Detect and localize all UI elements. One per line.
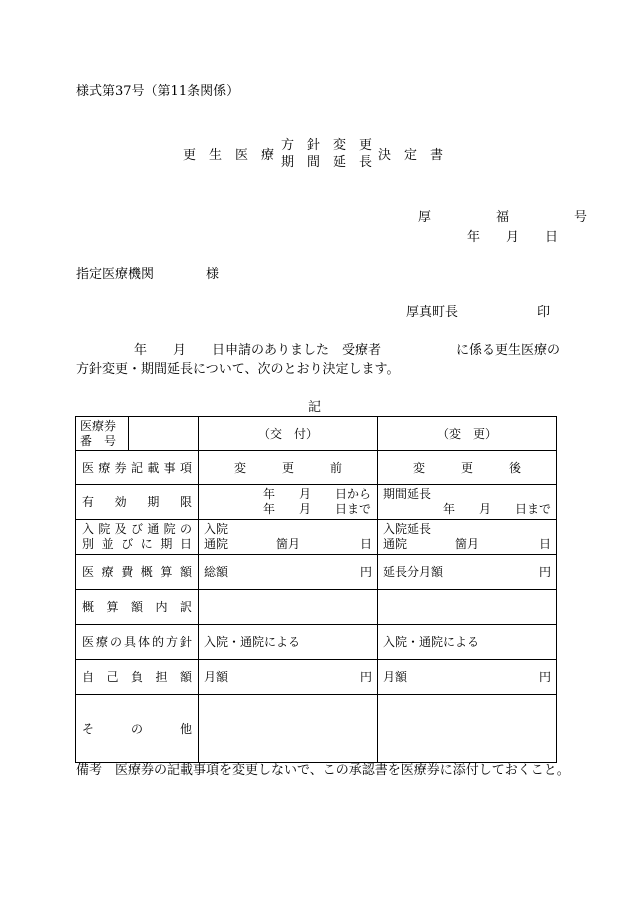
row-label-days-line-2: 別並びに期日 (82, 537, 192, 551)
days-before-months: 箇月 (275, 537, 300, 551)
row-label-policy: 医療の具体的方針 (76, 625, 199, 660)
form-number: 様式第37号（第11条関係） (76, 84, 240, 99)
addressee-institution: 指定医療機関 (76, 267, 155, 282)
table-row (76, 555, 557, 590)
ticket-number-label (76, 417, 129, 451)
before-change-header: 変 更 前 (199, 451, 378, 485)
note-remarks: 備考 医療券の記載事項を変更しないで、この承認書を医療券に添付しておくこと。 (76, 763, 570, 778)
issuer-name: 厚真町長 (406, 305, 459, 320)
title-line-policy-change: 方 針 変 更 (281, 138, 373, 153)
row-label-other: その他 (76, 695, 199, 763)
row-label-breakdown: 概算額内訳 (76, 590, 199, 625)
table-row (76, 520, 557, 555)
ticket-number-label-line-2: 番 号 (80, 433, 117, 448)
after-change-header: 変 更 後 (378, 451, 557, 485)
decision-table (75, 416, 557, 763)
row-label-items: 医療券記載事項 (76, 451, 199, 485)
days-after-months: 箇月 (454, 537, 479, 551)
title-prefix: 更 生 医 療 (183, 148, 275, 163)
days-before-inpatient: 入院 (204, 522, 229, 536)
cost-extension-label: 延長分月額 (383, 565, 444, 579)
copay-before-label: 月額 (204, 670, 229, 684)
policy-after: 入院・通院による (378, 625, 557, 660)
policy-before: 入院・通院による (199, 625, 378, 660)
ticket-number-value (129, 417, 199, 451)
issue-column-header: （交 付） (199, 417, 378, 451)
change-column-header: （変 更） (378, 417, 557, 451)
copay-after (378, 660, 557, 695)
table-row (76, 695, 557, 763)
period-extension-to: 年 月 日まで (442, 502, 551, 516)
row-label-days-line-1: 入院及び通院の (82, 522, 192, 536)
row-label-period: 有効期限 (76, 485, 199, 520)
days-after-day: 日 (538, 537, 551, 551)
issue-date: 年 月 日 (467, 230, 559, 245)
table-row (76, 660, 557, 695)
days-after-outpatient-row (383, 537, 551, 552)
cost-after (378, 555, 557, 590)
body-line-1-end: に係る更生医療の (456, 343, 561, 358)
period-before (199, 485, 378, 520)
table-row (76, 485, 557, 520)
copay-before (199, 660, 378, 695)
days-after (378, 520, 557, 555)
body-line-2: 方針変更・期間延長について、次のとおり決定します。 (76, 362, 400, 377)
document-number: 厚 福 号 (418, 210, 588, 225)
row-label-copay: 自己負担額 (76, 660, 199, 695)
table-row (76, 625, 557, 660)
copay-before-unit: 円 (359, 670, 372, 684)
breakdown-before (199, 590, 378, 625)
body-line-1: 年 月 日申請のありました 受療者 (134, 343, 382, 358)
days-before-outpatient: 通院 (204, 537, 229, 551)
title-line-period-extension: 期 間 延 長 (281, 155, 373, 170)
cost-before (199, 555, 378, 590)
other-after (378, 695, 557, 763)
cost-extension-unit: 円 (538, 565, 551, 579)
row-label-cost: 医療費概算額 (76, 555, 199, 590)
table-row (76, 417, 557, 451)
ki-label: 記 (308, 400, 322, 415)
period-after (378, 485, 557, 520)
table-row (76, 590, 557, 625)
other-before (199, 695, 378, 763)
row-label-days (76, 520, 199, 555)
cost-total-label: 総額 (204, 565, 229, 579)
days-before-day: 日 (359, 537, 372, 551)
table-row (76, 451, 557, 485)
seal-mark: 印 (537, 305, 551, 320)
days-before-outpatient-row (204, 537, 372, 552)
addressee-honorific: 様 (206, 267, 220, 282)
ticket-number-label-line-1: 医療券 (80, 418, 117, 433)
days-after-inpatient: 入院延長 (383, 522, 432, 536)
cost-total-unit: 円 (359, 565, 372, 579)
period-extension-label: 期間延長 (383, 487, 432, 501)
period-to: 年 月 日まで (262, 502, 371, 516)
days-before (199, 520, 378, 555)
period-from: 年 月 日から (262, 487, 371, 501)
copay-after-label: 月額 (383, 670, 408, 684)
days-after-outpatient: 通院 (383, 537, 408, 551)
title-suffix: 決 定 書 (378, 148, 444, 163)
copay-after-unit: 円 (538, 670, 551, 684)
breakdown-after (378, 590, 557, 625)
